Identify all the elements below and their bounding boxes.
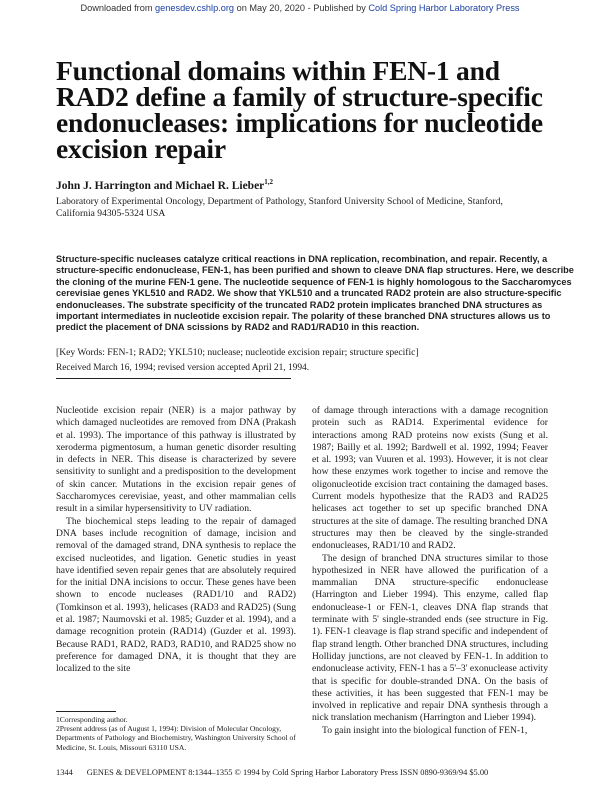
body-paragraph: To gain insight into the biological function of FEN-1,: [322, 724, 528, 736]
received-dates: Received March 16, 1994; revised version accepted April 21, 1994.: [56, 363, 310, 373]
body-paragraph: The biochemical steps leading to the repair of damaged DNA bases include recognition of damage, incision and removal of the damaged strand, DNA synthesis to replace the excised nucleotides, and ligation. Genetic studies in yeast have identified seven repair genes that are absolutely required for the initial DNA incisions to occur. These genes have been shown to encode nucleases (RAD1/10 and RAD2) (Tomkinson et al. 1993), helicases (RAD3 and RAD25) (Sung et al. 1987; Naumovski et al. 1985; Guzder et al. 1994), and a damage recognition protein (RAD14) (Guzder et al. 1993). Because RAD1, RAD2, RAD3, RAD10, and RAD25 show no preference for damaged DNA, it is thought that they are localized to the site: [56, 515, 296, 675]
affiliation: Laboratory of Experimental Oncology, Department of Pathology, Stanford University School of Medicine, Stanford, California 94305-5324 USA: [56, 196, 503, 219]
body-paragraph: of damage through interactions with a damage recognition protein such as RAD14. Experimental evidence for interactions among RAD proteins now exists (Sung et al. 1987; Bailly et al. 1992; Bardwell et al. 1992, 1994; Feaver et al. 1993; van Vuuren et al. 1993). However, it is not clear how these enzymes work together to incise and remove the oligonucleotide excision tract containing the damaged bases. Current models hypothesize that the RAD3 and RAD25 helicases act together to set up specific branched DNA structures at the site of damage. The resulting branched DNA structures may then be cleaved by the single-stranded endonucleases, RAD1/10 and RAD2.: [312, 405, 548, 552]
journal-citation: GENES & DEVELOPMENT 8:1344–1355 © 1994 by Cold Spring Harbor Laboratory Press ISSN 0890-9369/94 $5.00: [86, 768, 489, 777]
header-rule: [56, 378, 291, 379]
download-banner: [0, 3, 600, 13]
keywords: [Key Words: FEN-1; RAD2; YKL510; nuclease; nucleotide excision repair; structure specific]: [56, 347, 419, 358]
page-number: 1344: [56, 768, 73, 777]
article-title: Functional domains within FEN-1 and RAD2 define a family of structure-specific endonucleases: implications for nucleotide excision repair: [56, 55, 543, 164]
banner-prefix: Downloaded from: [80, 3, 156, 13]
footnote-rule: [56, 711, 116, 712]
banner-middle: on May 20, 2020 - Published by: [234, 3, 369, 13]
body-column-left: [56, 405, 296, 676]
footnotes: [56, 715, 301, 752]
author-marks: 1,2: [264, 178, 274, 186]
publisher-link[interactable]: Cold Spring Harbor Laboratory Press: [368, 3, 520, 13]
footnote: 2Present address (as of August 1, 1994): Division of Molecular Oncology, Departments of Pathology and Biochemistry, Washington University School of Medicine, St. Louis, Missouri 63110 USA.: [56, 724, 296, 752]
abstract: Structure-specific nucleases catalyze critical reactions in DNA replication, recombination, and repair. Recently, a structure-specific endonuclease, FEN-1, has been purified and shown to cleave DNA flap structures. Here, we describe the cloning of the murine FEN-1 gene. The nucleotide sequence of FEN-1 is highly homologous to the Saccharomyces cerevisiae genes YKL510 and RAD2. We show that YKL510 and a truncated RAD2 protein are also structure-specific endonucleases. The substrate specificity of the truncated RAD2 protein implicates branched DNA structures as important intermediates in nucleotide excision repair. The polarity of these branched DNA structures allows us to predict the placement of DNA scissions by RAD2 and RAD1/RAD10 in this reaction.: [56, 254, 574, 333]
author-line: [56, 178, 273, 192]
body-column-right: [312, 405, 548, 737]
author-names: John J. Harrington and Michael R. Lieber: [56, 179, 265, 192]
body-paragraph: Nucleotide excision repair (NER) is a major pathway by which damaged nucleotides are removed from DNA (Prakash et al. 1993). The importance of this pathway is illustrated by xeroderma pigmentosum, a human genetic disorder resulting in defects in NER. This disease is characterized by severe sensitivity to sunlight and a predisposition to the development of skin cancer. Mutations in the excision repair genes of Saccharomyces cerevisiae, yeast, and other mammalian cells result in a similar hypersensitivity to UV radiation.: [56, 405, 296, 515]
footnote: 1Corresponding author.: [56, 715, 128, 724]
site-link[interactable]: genesdev.cshlp.org: [155, 3, 235, 13]
body-paragraph: The design of branched DNA structures similar to those hypothesized in NER have allowed the purification of a mammalian DNA structure-specific endonuclease (Harrington and Lieber 1994). This enzyme, called flap endonuclease-1 or FEN-1, cleaves DNA flap strands that terminate with 5' single-stranded ends (see structure in Fig. 1). FEN-1 cleavage is flap strand specific and independent of flap strand length. Other branched DNA structures, including Holliday junctions, are not cleaved by FEN-1. In addition to endonuclease activity, FEN-1 has a 5'–3' exonuclease activity that is specific for double-stranded DNA. On the basis of these activities, it has been suggested that FEN-1 may be involved in replicative and repair DNA synthesis through a nick translation mechanism (Harrington and Lieber 1994).: [312, 552, 548, 724]
page-footer: [56, 768, 556, 777]
